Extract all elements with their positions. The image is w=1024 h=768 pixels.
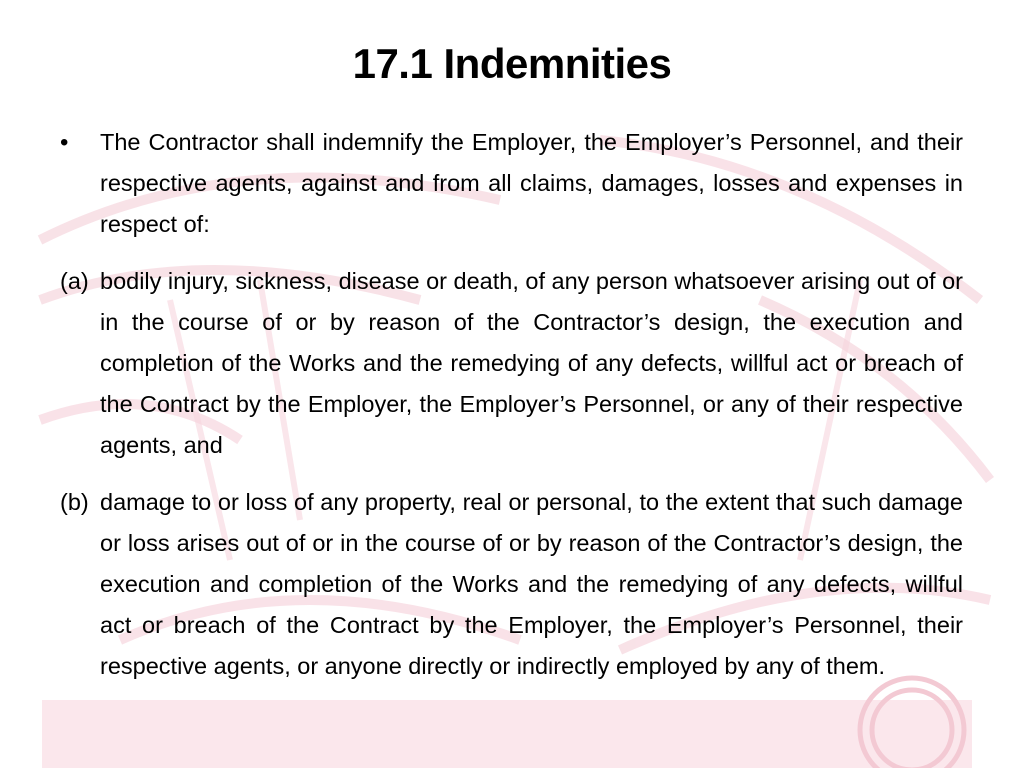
list-item-a	[60, 261, 963, 466]
list-text-b: damage to or loss of any property, real or personal, to the extent that such damage or loss arises out of or in the course of or by reason of the Contractor’s design, the execution and completion of the Works and the remedying of any defects, willful act or breach of the Contract by the Employer, the Employer’s Personnel, their respective agents, or anyone directly or indirectly employed by any of them.	[100, 489, 963, 679]
bullet-text: The Contractor shall indemnify the Employer, the Employer’s Personnel, and their respective agents, against and from all claims, damages, losses and expenses in respect of:	[100, 129, 963, 237]
slide-title: 17.1 Indemnities	[352, 40, 672, 87]
bullet-marker: •	[60, 129, 69, 156]
bullet-paragraph	[60, 122, 963, 245]
list-marker-b: (b)	[60, 489, 89, 515]
list-item-b	[60, 482, 963, 687]
slide-body	[60, 122, 963, 703]
list-text-a: bodily injury, sickness, disease or death, of any person whatsoever arising out of or in the course of or by reason of the Contractor’s design, the execution and completion of the Works and the remedying of any defects, willful act or breach of the Contract by the Employer, the Employer’s Personnel, or any of their respective agents, and	[100, 268, 963, 458]
list-marker-a: (a)	[60, 268, 89, 294]
